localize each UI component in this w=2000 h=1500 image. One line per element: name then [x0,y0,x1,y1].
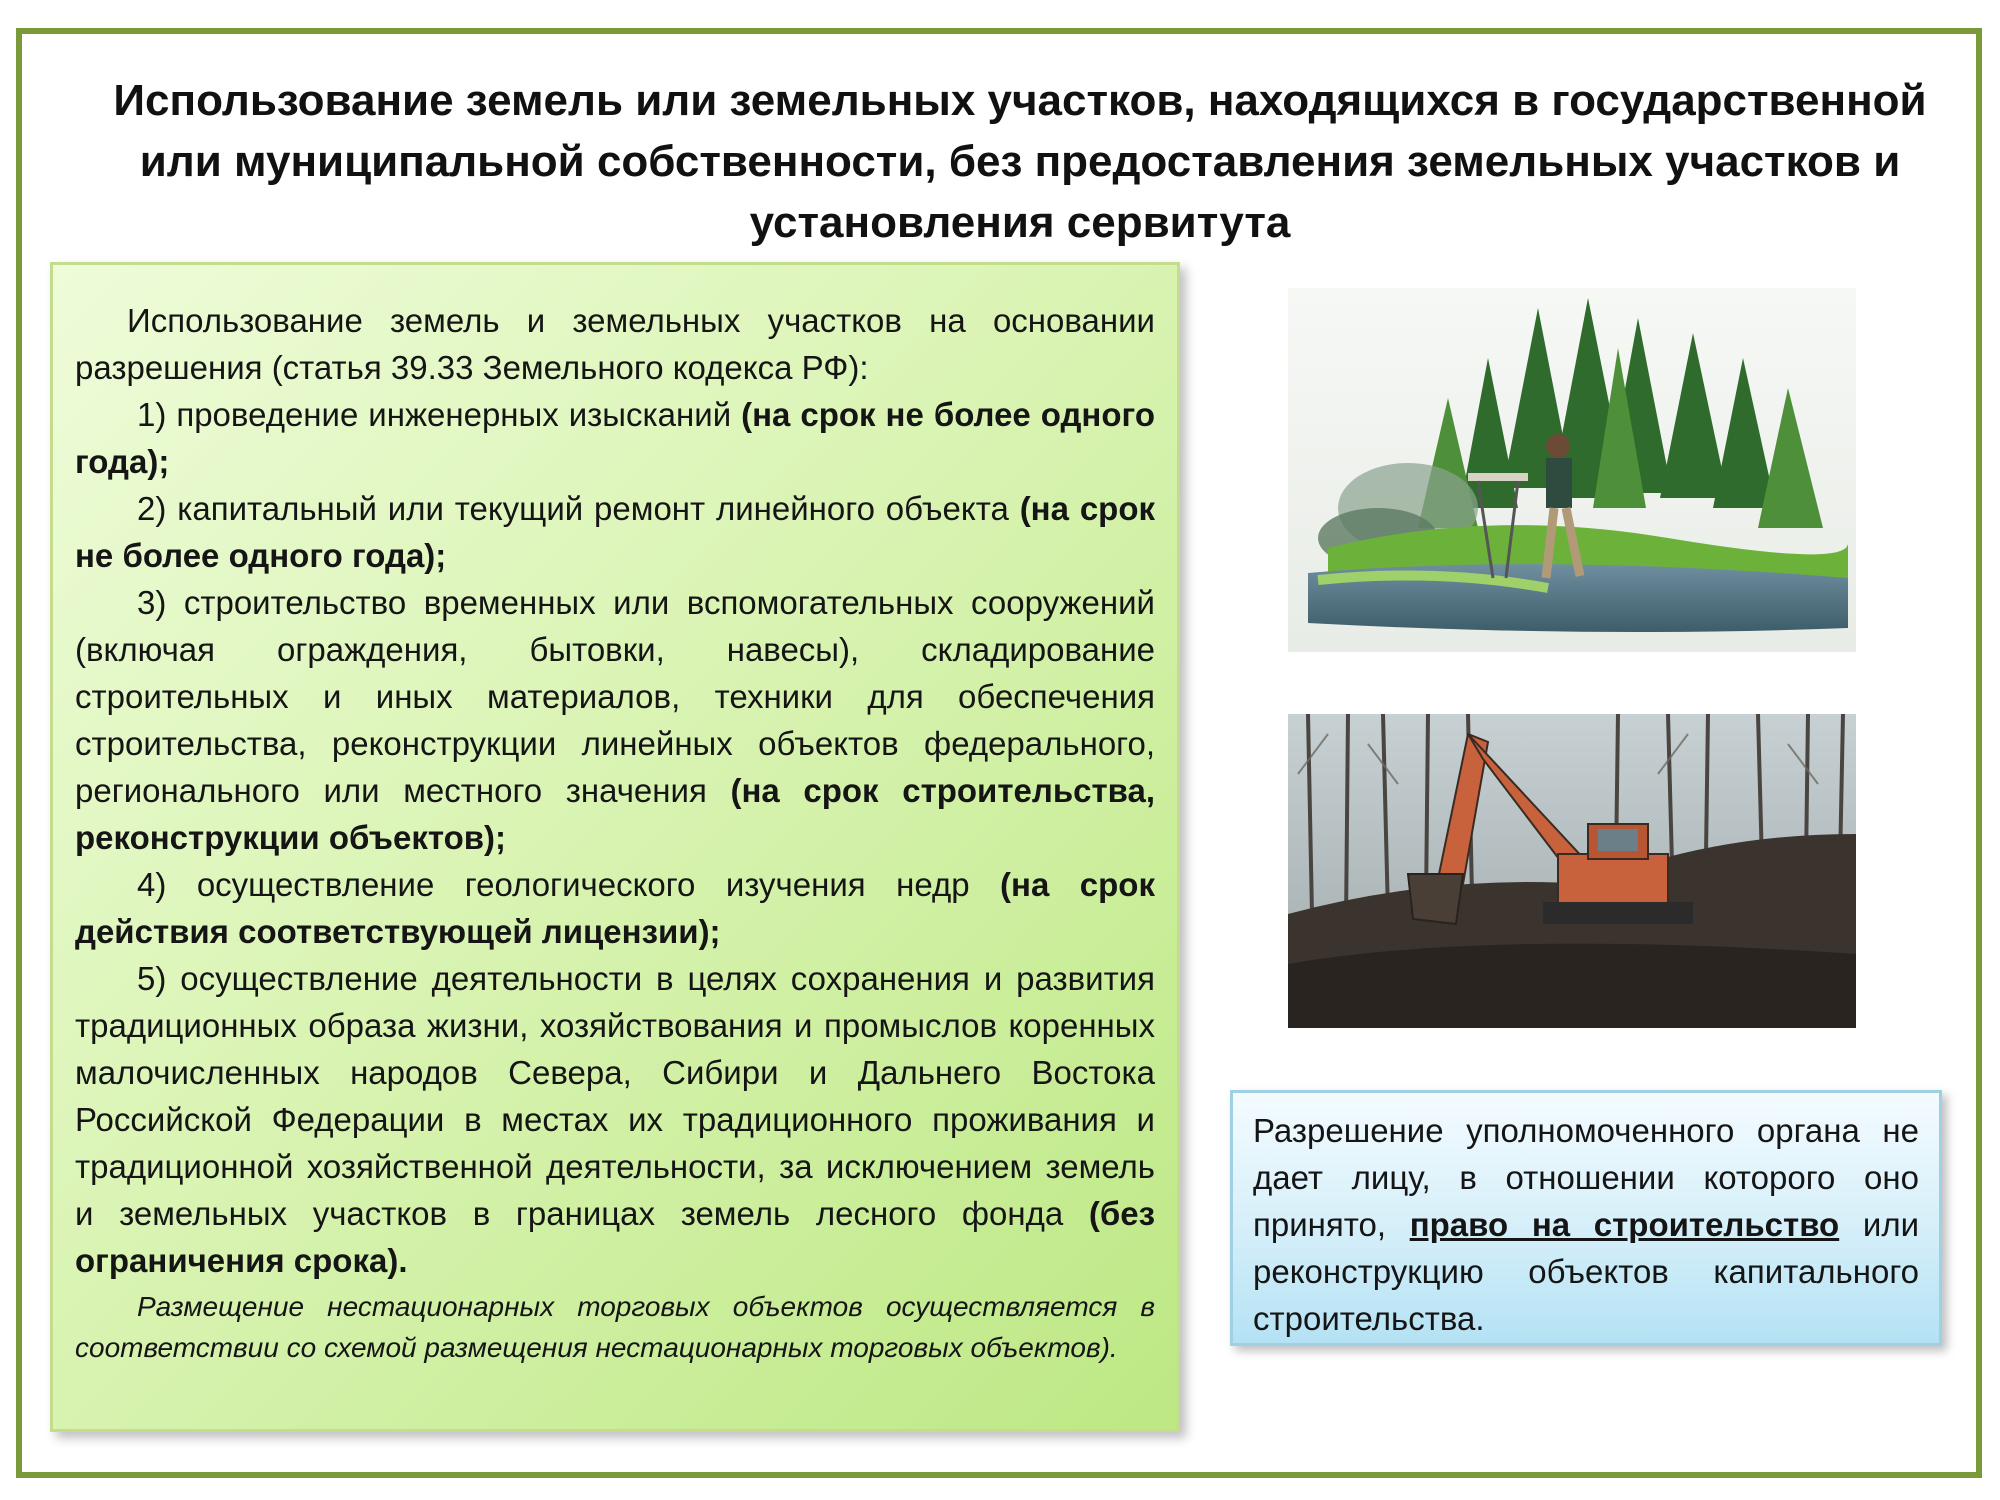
item-term: (на срок не более одного года); [75,396,1155,480]
item-term: (на срок строительства, реконструкции объектов); [75,772,1155,856]
list-item [75,485,1155,579]
side-note-part1: Разрешение уполномоченного органа не дает лицу, в отношении которого оно принято, [1253,1112,1919,1243]
permission-uses-panel [50,262,1180,1432]
item-text: 1) проведение инженерных изысканий [137,396,742,433]
surveyor-forest-photo [1288,288,1856,652]
item-text: 2) капитальный или текущий ремонт линейного объекта [137,490,1020,527]
item-term: (на срок не более одного года); [75,490,1156,574]
intro-text: Использование земель и земельных участков на основании разрешения (статья 39.33 Земельного кодекса РФ): [75,302,1155,386]
excavator-construction-photo [1288,714,1856,1028]
list-item [75,861,1155,955]
item-text: 3) строительство временных или вспомогательных сооружений (включая ограждения, бытовки, навесы), складирование строительных и иных материалов, техники для обеспечения строительства, реконструкции линейных объектов федерального, регионального или местного значения [75,584,1155,809]
side-note-part2: или реконструкцию объектов капитального строительства. [1253,1206,1920,1337]
construction-right-emphasis: право на строительство [1409,1206,1840,1243]
list-item [75,391,1155,485]
item-term: (на срок действия соответствующей лицензии); [75,866,1155,950]
side-note-text [1253,1107,1919,1342]
construction-rights-note [1230,1090,1942,1346]
list-item [75,955,1155,1284]
list-item [75,579,1155,861]
item-text: 4) осуществление геологического изучения недр [137,866,1001,903]
trade-objects-note: Размещение нестационарных торговых объектов осуществляется в соответствии со схемой размещения нестационарных торговых объектов). [75,1291,1155,1363]
item-text: 5) осуществление деятельности в целях сохранения и развития традиционных образа жизни, хозяйствования и промыслов коренных малочисленных народов Севера, Сибири и Дальнего Востока Российской Федерации в местах их традиционного проживания и традиционной хозяйственной деятельности, за исключением земель и земельных участков в границах земель лесного фонда [75,960,1155,1232]
slide-title: Использование земель или земельных участков, находящихся в государственной или муниципальной собственности, без предоставления земельных участков и установления сервитута [113,76,1927,247]
item-term: (без ограничения срока). [75,1195,1155,1279]
